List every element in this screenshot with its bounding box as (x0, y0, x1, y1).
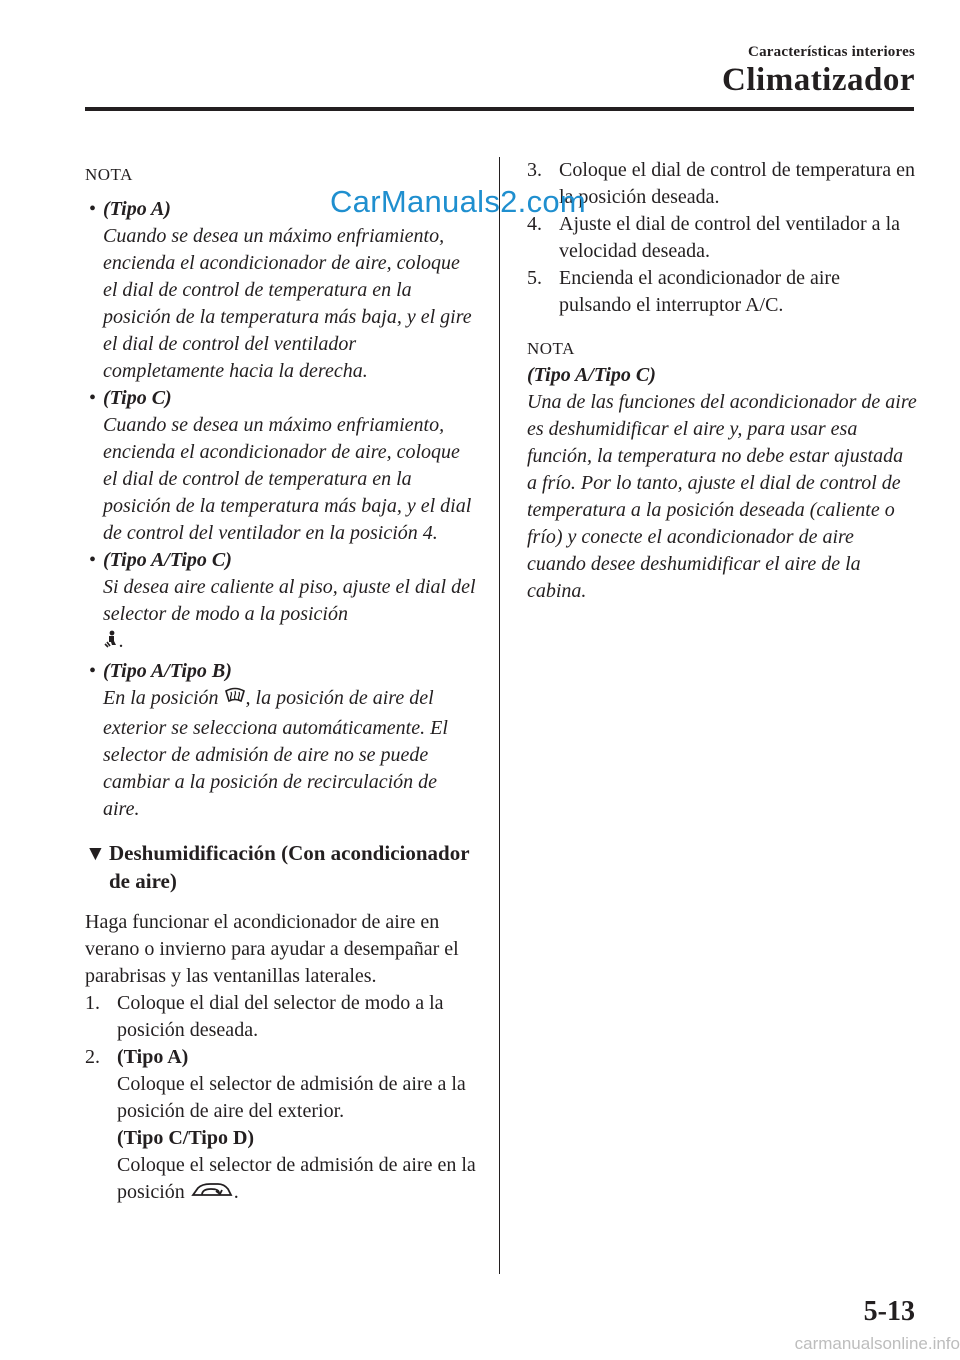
note-label: NOTA (527, 339, 575, 358)
page-title: Climatizador (722, 62, 915, 98)
step-number: 5. (527, 267, 542, 289)
note-text: Cuando se desea un máximo enfriamiento, encienda el acondicionador de aire, coloque el dial de control de temperatura en la posición de la temperatura más baja, y el dial de control del ventilador en la posición 4. (103, 414, 472, 544)
section-title: Características interiores (748, 44, 915, 60)
note-text: Una de las funciones del acondicionador de aire es deshumidificar el aire y, para usar esa función, la temperatura no debe estar ajustada a frío. Por lo tanto, ajuste el dial de control de temperatura a la posición deseada (caliente o frío) y conecte el acondicionador de aire cuando desee deshumidificar el aire de la cabina. (527, 391, 917, 602)
bullet-icon: • (89, 198, 97, 220)
note-text-start: En la posición (103, 687, 219, 709)
intro-paragraph: Haga funcionar el acondicionador de aire en verano o invierno para ayudar a desempañar el parabrisas y las ventanillas laterales. (85, 911, 459, 987)
note-text: Cuando se desea un máximo enfriamiento, encienda el acondicionador de aire, coloque el dial de control de temperatura en la posición de la temperatura más baja, y el gire el dial de control del ventilador completamente hacia la derecha. (103, 225, 472, 382)
column-divider (499, 157, 500, 1274)
bullet-icon: • (89, 387, 97, 409)
right-column (527, 157, 917, 605)
step-item (85, 1044, 477, 1209)
note-tag: (Tipo A) (103, 198, 171, 220)
step-text: Coloque el dial de control de temperatura en la posición deseada. (559, 159, 915, 208)
note-text: , la posición de aire del exterior se selecciona automáticamente. El selector de admisión de aire no se puede cambiar a la posición de recirculación de aire. (103, 687, 448, 820)
note-item (85, 658, 477, 823)
bullet-icon: • (89, 660, 97, 682)
left-column (85, 157, 477, 1209)
section-subheading (85, 839, 477, 895)
note-tag: (Tipo A/Tipo B) (103, 660, 232, 682)
page-number: 5-13 (863, 1296, 915, 1327)
header-divider (85, 107, 914, 111)
note-item (85, 547, 477, 658)
footer-watermark: carmanualsonline.info (794, 1334, 960, 1353)
step-item (85, 990, 477, 1044)
step-type-label: (Tipo A) (117, 1046, 189, 1068)
note-item (85, 385, 477, 547)
step-number: 2. (85, 1046, 100, 1068)
triangle-marker-icon: ▼ (85, 841, 106, 865)
step-number: 4. (527, 213, 542, 235)
step-text-end: . (233, 1181, 239, 1203)
step-text: Ajuste el dial de control del ventilador a la velocidad deseada. (559, 213, 900, 262)
note-item (85, 196, 477, 385)
step-item (527, 265, 917, 319)
note-tag: (Tipo A/Tipo C) (103, 549, 232, 571)
step-number: 3. (527, 159, 542, 181)
step-text: Coloque el dial del selector de modo a la posición deseada. (117, 992, 444, 1041)
step-number: 1. (85, 992, 100, 1014)
note-label: NOTA (85, 165, 133, 184)
step-text: Coloque el selector de admisión de aire a la posición de aire del exterior. (117, 1073, 466, 1122)
step-type-label: (Tipo C/Tipo D) (117, 1127, 255, 1149)
recirculation-icon (190, 1181, 234, 1209)
floor-mode-icon (103, 630, 119, 658)
note-text-end: . (119, 630, 124, 652)
defroster-icon (224, 687, 246, 715)
watermark-text: CarManuals2.com (330, 184, 587, 219)
step-text: Coloque el selector de admisión de aire en la posición (117, 1154, 476, 1203)
step-text: Encienda el acondicionador de aire pulsando el interruptor A/C. (559, 267, 840, 316)
bullet-icon: • (89, 549, 97, 571)
note-text: Si desea aire caliente al piso, ajuste el dial del selector de modo a la posición (103, 576, 476, 625)
note-tag: (Tipo A/Tipo C) (527, 364, 656, 386)
subheading-text: Deshumidificación (Con acondicionador de aire) (109, 841, 470, 893)
note-tag: (Tipo C) (103, 387, 172, 409)
